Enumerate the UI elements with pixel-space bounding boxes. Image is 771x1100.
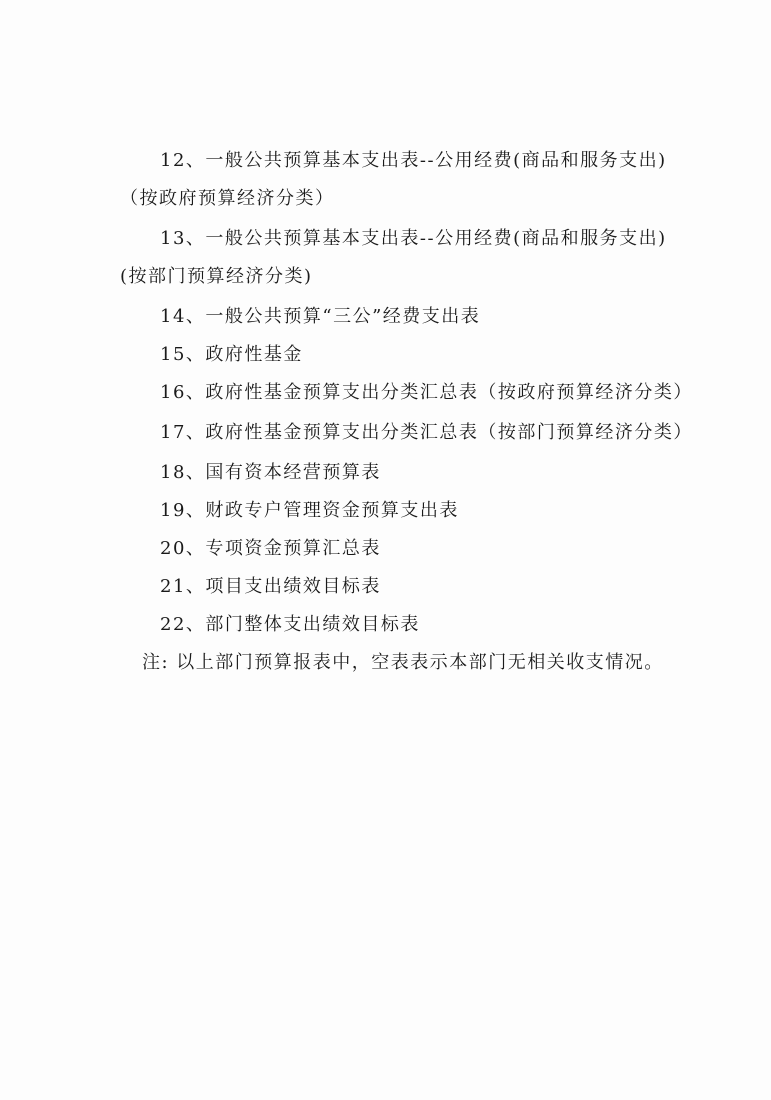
list-item: 22、部门整体支出绩效目标表 [160,614,420,635]
footnote: 注: 以上部门预算报表中，空表表示本部门无相关收支情况。 [142,652,664,673]
list-item: 15、政府性基金 [160,344,303,365]
list-item: 17、政府性基金预算支出分类汇总表（按部门预算经济分类） [160,422,693,443]
list-item: 12、一般公共预算基本支出表--公用经费(商品和服务支出)（按政府预算经济分类） [120,150,667,209]
list-item: 21、项目支出绩效目标表 [160,576,381,597]
list-item: 18、国有资本经营预算表 [160,462,381,483]
list-item: 20、专项资金预算汇总表 [160,538,381,559]
document-body [120,142,693,682]
list-item: 14、一般公共预算“三公”经费支出表 [160,306,481,327]
list-item: 19、财政专户管理资金预算支出表 [160,500,459,521]
list-item: 16、政府性基金预算支出分类汇总表（按政府预算经济分类） [160,382,693,403]
list-item: 13、一般公共预算基本支出表--公用经费(商品和服务支出)(按部门预算经济分类) [120,228,667,287]
